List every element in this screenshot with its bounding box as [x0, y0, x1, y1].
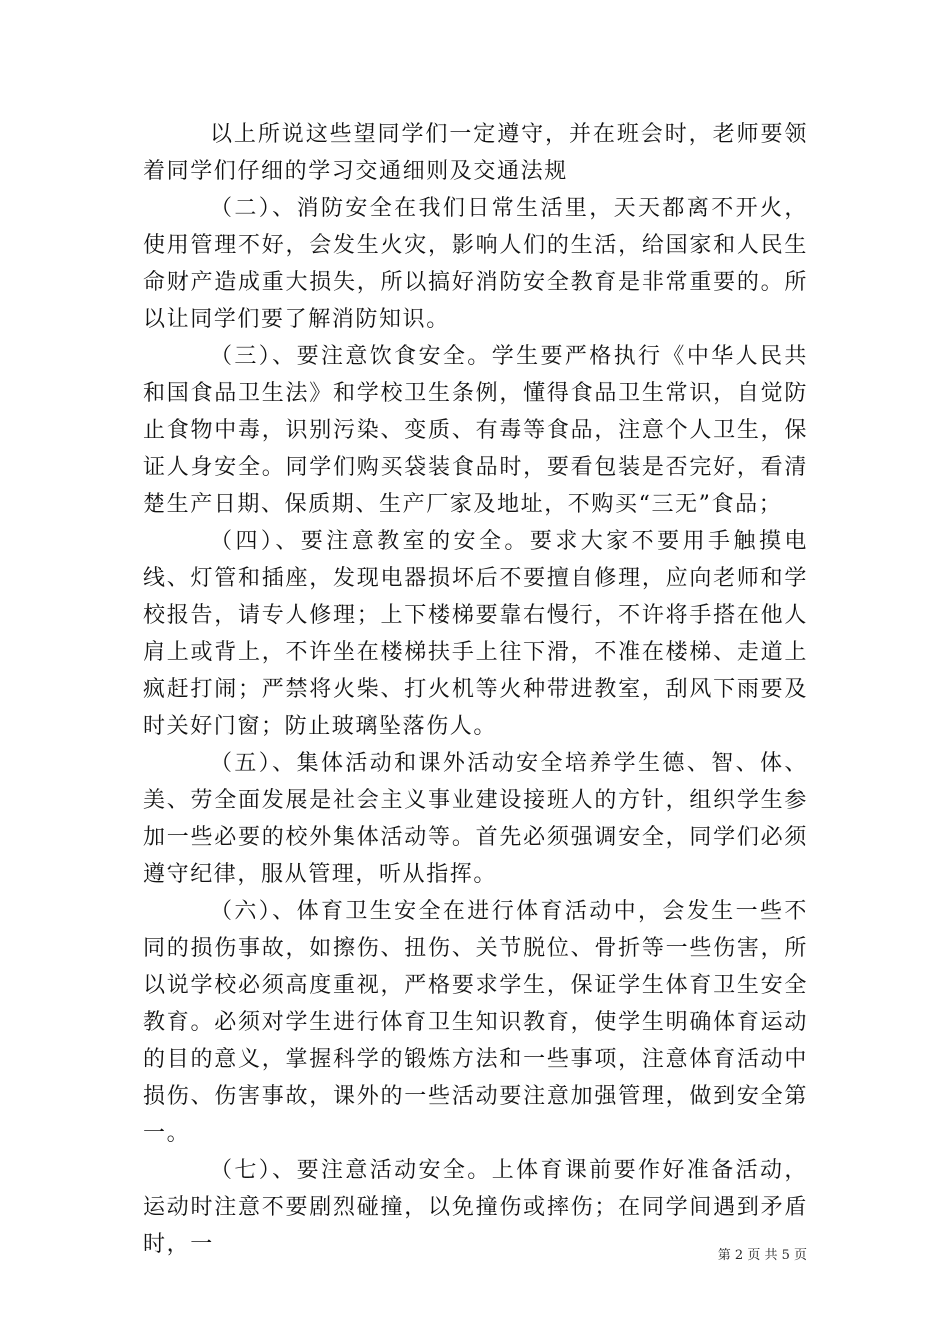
paragraph-1: 以上所说这些望同学们一定遵守，并在班会时，老师要领着同学们仔细的学习交通细则及交通法规 — [143, 122, 808, 184]
paragraph-5: （五）、集体活动和课外活动安全培养学生德、智、体、美、劳全面发展是社会主义事业建设接班人的方针，组织学生参加一些必要的校外集体活动等。首先必须强调安全，同学们必须遵守纪律，服从管理，听从指挥。 — [143, 751, 808, 887]
page-number-footer: 第 2 页 共 5 页 — [717, 1248, 807, 1263]
paragraph-4: （四）、要注意教室的安全。要求大家不要用手触摸电线、灯管和插座，发现电器损坏后不要擅自修理，应向老师和学校报告，请专人修理；上下楼梯要靠右慢行，不许将手搭在他人肩上或背上，不许坐在楼梯扶手上往下滑，不准在楼梯、走道上疯赶打闹；严禁将火柴、打火机等火种带进教室，刮风下雨要及时关好门窗；防止玻璃坠落伤人。 — [143, 529, 808, 739]
paragraph-6: （六）、体育卫生安全在进行体育活动中，会发生一些不同的损伤事故，如擦伤、扭伤、关节脱位、骨折等一些伤害，所以说学校必须高度重视，严格要求学生，保证学生体育卫生安全教育。必须对学生进行体育卫生知识教育，使学生明确体育运动的目的意义，掌握科学的锻炼方法和一些事项，注意体育活动中损伤、伤害事故，课外的一些活动要注意加强管理，做到安全第一。 — [143, 899, 808, 1146]
document-body — [143, 116, 808, 1263]
paragraph-7: （七）、要注意活动安全。上体育课前要作好准备活动，运动时注意不要剧烈碰撞，以免撞伤或摔伤；在同学间遇到矛盾时，一 — [143, 1158, 808, 1257]
paragraph-2: （二）、消防安全在我们日常生活里，天天都离不开火，使用管理不好，会发生火灾，影响人们的生活，给国家和人民生命财产造成重大损失，所以搞好消防安全教育是非常重要的。所以让同学们要了解消防知识。 — [143, 196, 808, 332]
paragraph-3: （三）、要注意饮食安全。学生要严格执行《中华人民共和国食品卫生法》和学校卫生条例，懂得食品卫生常识，自觉防止食物中毒，识别污染、变质、有毒等食品，注意个人卫生，保证人身安全。同学们购买袋装食品时，要看包装是否完好，看清楚生产日期、保质期、生产厂家及地址，不购买“三无”食品； — [143, 344, 808, 517]
